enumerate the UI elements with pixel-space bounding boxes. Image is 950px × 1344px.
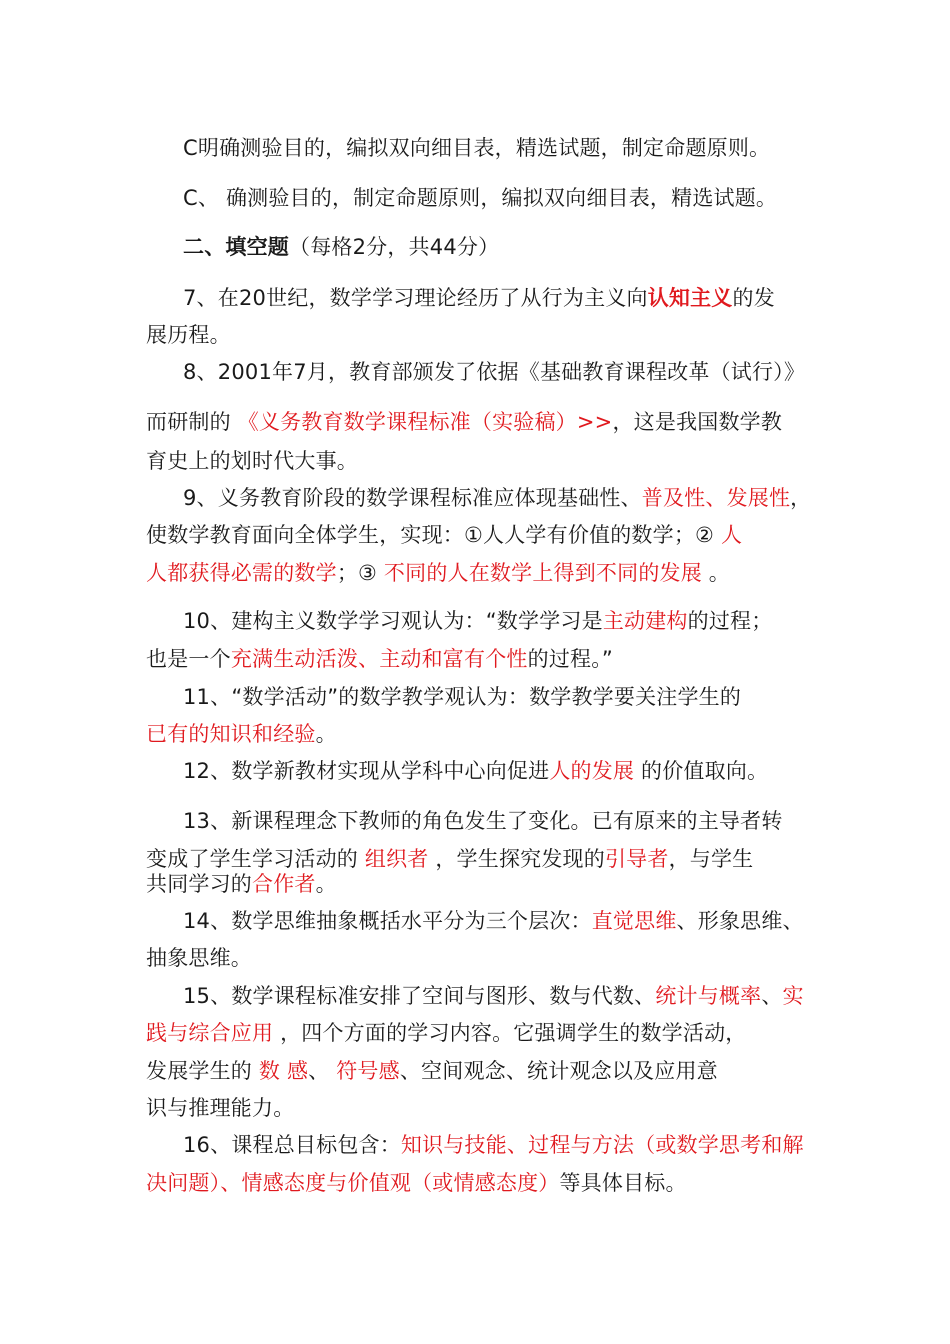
answer-text: 《义务教育数学课程标准（实验稿）>>: [237, 410, 613, 434]
answer-text: 人都获得必需的数学: [146, 561, 337, 585]
text-segment: 而研制的: [146, 410, 238, 434]
text-line: [146, 407, 782, 437]
text-segment: 抽象思维。: [146, 946, 252, 970]
answer-text: 普及性、发展性: [641, 486, 791, 510]
text-line: [146, 869, 337, 899]
text-segment: 8、2001年7月，教育部颁发了依据《基础教育课程改革（试行）》: [183, 360, 806, 384]
text-segment: C明确测验目的，编拟双向细目表，精选试题，制定命题原则。: [183, 136, 771, 160]
text-segment: 等具体目标。: [559, 1171, 687, 1195]
answer-text: 引导者: [604, 847, 669, 871]
answer-text: 已有的知识和经验: [146, 722, 316, 746]
answer-text: 知识与技能、过程与方法（或数学思考和解: [400, 1133, 804, 1157]
answer-text: 直觉思维: [591, 909, 677, 933]
text-segment: 、形象思维、: [676, 909, 804, 933]
text-segment: 使数学教育面向全体学生，实现：①人人学有价值的数学；②: [146, 523, 721, 547]
text-line: [146, 943, 252, 973]
text-line: [183, 357, 805, 387]
text-segment: 12、数学新教材实现从学科中心向促进: [183, 759, 550, 783]
text-line: [146, 446, 358, 476]
answer-text: 符号感: [336, 1059, 400, 1083]
answer-text: 实: [782, 984, 804, 1008]
text-line: [183, 1130, 804, 1160]
text-segment: 的价值取向。: [634, 759, 769, 783]
text-segment: 13、新课程理念下教师的角色发生了变化。已有原来的主导者转: [183, 809, 783, 833]
text-line: [146, 1168, 687, 1198]
text-segment: 11、“数学活动”的数学教学观认为：数学教学要关注学生的: [183, 685, 742, 709]
text-segment: 的发: [732, 286, 775, 310]
text-segment: 9、义务教育阶段的数学课程标准应体现基础性、: [183, 486, 642, 510]
text-line: [183, 606, 772, 636]
answer-text: 不同的人在数学上得到不同的发展: [383, 561, 702, 585]
text-segment: 10、建构主义数学学习观认为：“数学学习是: [183, 609, 603, 633]
text-segment: 的过程；: [687, 609, 773, 633]
text-segment: 识与推理能力。: [146, 1096, 295, 1120]
text-line: [146, 320, 231, 350]
text-line: [183, 183, 777, 213]
text-segment: 发展学生的: [146, 1059, 259, 1083]
text-segment: 。: [315, 872, 337, 896]
text-line: [183, 283, 775, 313]
answer-text: 数 感: [258, 1059, 309, 1083]
text-segment: 16、课程总目标包含：: [183, 1133, 401, 1157]
text-segment: 二、填空题: [183, 235, 289, 259]
answer-text: 主动建构: [602, 609, 688, 633]
text-line: [146, 644, 613, 674]
text-segment: C、 确测验目的，制定命题原则，编拟双向细目表，精选试题。: [183, 186, 778, 210]
text-segment: 、: [308, 1059, 337, 1083]
text-line: [146, 1018, 746, 1048]
text-segment: 7、在20世纪，数学学习理论经历了从行为主义向: [183, 286, 648, 310]
answer-text: 统计与概率: [655, 984, 762, 1008]
text-segment: 14、数学思维抽象概括水平分为三个层次：: [183, 909, 592, 933]
text-segment: ，: [790, 486, 812, 510]
text-segment: 、: [761, 984, 783, 1008]
answer-text: 决问题）、情感态度与价值观（或情感态度）: [146, 1171, 560, 1195]
text-segment: （每格2分，共44分）: [289, 235, 500, 259]
text-line: [183, 682, 741, 712]
answer-text: 充满生动活泼、主动和富有个性: [230, 647, 528, 671]
text-line: [183, 906, 804, 936]
text-segment: 15、数学课程标准安排了空间与图形、数与代数、: [183, 984, 656, 1008]
text-segment: 。: [701, 561, 730, 585]
answer-text: 认知主义: [647, 286, 733, 310]
text-line: [183, 981, 804, 1011]
text-line: [146, 558, 730, 588]
answer-text: 践与综合应用: [146, 1021, 274, 1045]
text-segment: ，四个方面的学习内容。它强调学生的数学活动，: [273, 1021, 747, 1045]
text-line: [183, 232, 499, 262]
answer-text: 组织者: [364, 847, 429, 871]
text-segment: 。: [315, 722, 337, 746]
answer-text: 人的发展: [549, 759, 635, 783]
text-segment: 变成了学生学习活动的: [146, 847, 365, 871]
text-segment: ，学生探究发现的: [428, 847, 605, 871]
text-segment: ；③: [336, 561, 384, 585]
text-line: [146, 719, 337, 749]
text-segment: 的过程。”: [527, 647, 614, 671]
text-segment: 育史上的划时代大事。: [146, 449, 358, 473]
text-segment: 、空间观念、统计观念以及应用意: [399, 1059, 718, 1083]
text-segment: 也是一个: [146, 647, 231, 671]
text-line: [183, 133, 770, 163]
answer-text: 人: [720, 523, 743, 547]
answer-text: 合作者: [252, 872, 316, 896]
text-line: [146, 520, 742, 550]
text-line: [146, 1093, 294, 1123]
text-line: [183, 806, 783, 836]
text-segment: ，这是我国数学教: [612, 410, 783, 434]
text-line: [183, 483, 811, 513]
text-segment: 展历程。: [146, 323, 231, 347]
text-line: [183, 756, 768, 786]
text-line: [146, 1056, 718, 1086]
text-segment: 共同学习的: [146, 872, 252, 896]
text-segment: ，与学生: [668, 847, 754, 871]
